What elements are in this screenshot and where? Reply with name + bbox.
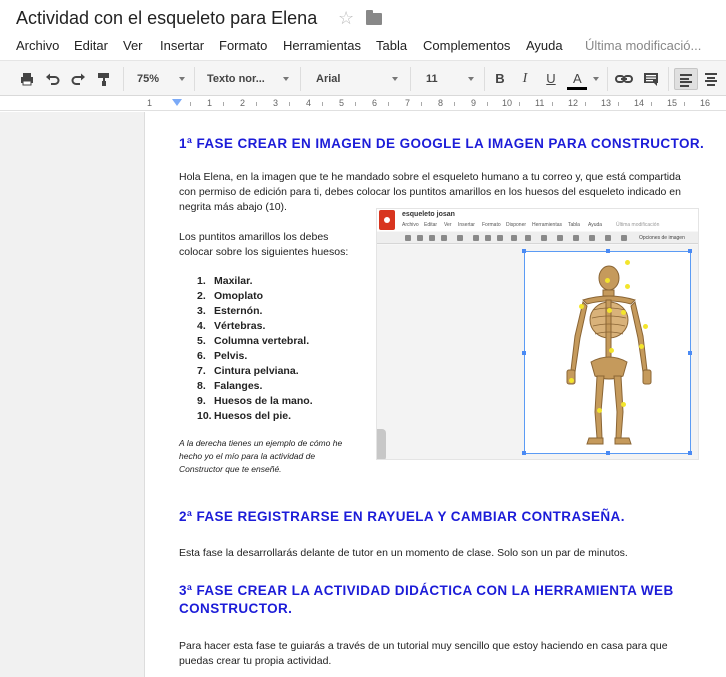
list-number: 2. xyxy=(197,290,206,302)
ruler-number: 9 xyxy=(471,98,477,108)
embedded-screenshot-image[interactable] xyxy=(376,208,699,460)
bones-list xyxy=(197,275,313,425)
heading-fase-2: 2ª FASE REGISTRARSE EN RAYUELA Y CAMBIAR CONTRASEÑA. xyxy=(179,509,625,524)
list-number: 10. xyxy=(197,410,212,422)
document-page[interactable] xyxy=(144,112,726,677)
ruler-number: 5 xyxy=(339,98,345,108)
list-number: 6. xyxy=(197,350,206,362)
ruler-number: 15 xyxy=(667,98,678,108)
menu-tabla[interactable]: Tabla xyxy=(376,38,408,53)
ruler-number: 11 xyxy=(535,98,545,108)
list-item xyxy=(197,275,313,290)
embedded-last-edit: Última modificación xyxy=(616,222,660,228)
embedded-tool-icon xyxy=(429,235,435,241)
paragraph-style-select[interactable] xyxy=(207,68,289,90)
indent-marker[interactable] xyxy=(172,99,182,106)
ruler-tick xyxy=(256,102,257,106)
embedded-tool-icon xyxy=(589,235,595,241)
menu-complementos[interactable]: Complementos xyxy=(423,38,511,53)
document-canvas[interactable] xyxy=(0,112,726,677)
ruler-number: 6 xyxy=(372,98,378,108)
marker-dot xyxy=(621,402,626,407)
embedded-tool-icon xyxy=(497,235,503,241)
list-item xyxy=(197,365,313,380)
list-item xyxy=(197,335,313,350)
underline-button[interactable]: U xyxy=(546,71,556,86)
list-text: Esternón. xyxy=(214,305,263,317)
undo-icon[interactable] xyxy=(42,68,64,90)
ruler-number: 12 xyxy=(568,98,579,108)
list-text: Huesos de la mano. xyxy=(214,395,313,407)
ruler-tick xyxy=(223,102,224,106)
chevron-down-icon xyxy=(179,77,185,81)
embedded-menu-item: Insertar xyxy=(458,222,475,228)
list-item xyxy=(197,395,313,410)
paragraph-line: puedas crear tu propia actividad. xyxy=(179,655,332,667)
list-number: 5. xyxy=(197,335,206,347)
comment-icon[interactable] xyxy=(640,68,662,90)
ruler-tick xyxy=(684,102,685,106)
marker-dot xyxy=(609,348,614,353)
marker-dot xyxy=(625,260,630,265)
embedded-menu-item: Formato xyxy=(482,222,501,228)
paragraph-style-value: Texto nor... xyxy=(207,73,265,85)
last-edit-link[interactable]: Última modificació... xyxy=(585,38,702,53)
menu-editar[interactable]: Editar xyxy=(74,38,108,53)
title-bar xyxy=(0,0,726,36)
list-text: Cintura pelviana. xyxy=(214,365,299,377)
ruler-tick xyxy=(519,102,520,106)
embedded-image-options: Opciones de imagen xyxy=(639,235,685,241)
list-item xyxy=(197,410,313,425)
embedded-menu-item: Ver xyxy=(444,222,452,228)
toolbar-divider xyxy=(410,67,411,91)
menu-insertar[interactable]: Insertar xyxy=(160,38,205,53)
embedded-menu-item: Archivo xyxy=(402,222,419,228)
embedded-tool-icon xyxy=(573,235,579,241)
list-item xyxy=(197,380,313,395)
paragraph-fase-3 xyxy=(179,639,668,669)
chevron-down-icon xyxy=(283,77,289,81)
heading-fase-3 xyxy=(179,582,674,618)
document-title[interactable]: Actividad con el esqueleto para Elena xyxy=(16,8,318,28)
embedded-tool-icon xyxy=(541,235,547,241)
ruler-tick xyxy=(618,102,619,106)
chevron-down-icon xyxy=(392,77,398,81)
toolbar xyxy=(0,60,726,96)
note-line: hecho yo el mío para la actividad de xyxy=(179,451,316,461)
menu-bar xyxy=(0,36,726,58)
marker-dot xyxy=(643,324,648,329)
embedded-tool-icon xyxy=(621,235,627,241)
marker-dot xyxy=(597,408,602,413)
paragraph-line: colocar sobre los siguientes huesos: xyxy=(179,246,349,258)
list-text: Vértebras. xyxy=(214,320,266,332)
paragraph-line: Los puntitos amarillos los debes xyxy=(179,231,329,243)
link-icon[interactable] xyxy=(613,68,635,90)
marker-dot xyxy=(625,284,630,289)
embedded-tool-icon xyxy=(473,235,479,241)
ruler-tick xyxy=(421,102,422,106)
font-size-value: 11 xyxy=(426,73,438,85)
embedded-menu-item: Ayuda xyxy=(588,222,603,228)
font-size-select[interactable] xyxy=(426,68,474,90)
align-center-icon[interactable] xyxy=(700,68,724,90)
menu-archivo[interactable]: Archivo xyxy=(16,38,60,53)
list-number: 1. xyxy=(197,275,206,287)
embedded-tool-icon xyxy=(525,235,531,241)
list-number: 9. xyxy=(197,395,206,407)
list-number: 7. xyxy=(197,365,206,377)
list-text: Pelvis. xyxy=(214,350,248,362)
heading-fase-1: 1ª FASE CREAR EN IMAGEN DE GOOGLE LA IMAGEN PARA CONSTRUCTOR. xyxy=(179,136,705,151)
redo-icon[interactable] xyxy=(67,68,89,90)
embedded-tool-icon xyxy=(405,235,411,241)
paint-format-icon[interactable] xyxy=(93,68,115,90)
skeleton-image-selection xyxy=(524,251,691,454)
toolbar-divider xyxy=(668,67,669,91)
toolbar-divider xyxy=(607,67,608,91)
ruler-number: 10 xyxy=(502,98,513,108)
list-text: Columna vertebral. xyxy=(214,335,310,347)
ruler-number: 13 xyxy=(601,98,612,108)
embedded-doc-title: esqueleto josan xyxy=(402,211,455,218)
ruler-tick xyxy=(322,102,323,106)
ruler-number: 2 xyxy=(240,98,246,108)
list-text: Maxilar. xyxy=(214,275,253,287)
embedded-menu-item: Disponer xyxy=(506,222,527,228)
embedded-menu-item: Herramientas xyxy=(532,222,563,228)
embedded-tool-icon xyxy=(485,235,491,241)
ruler-tick xyxy=(190,102,191,106)
embedded-toolbar xyxy=(377,232,699,244)
marker-dot xyxy=(621,310,626,315)
list-number: 4. xyxy=(197,320,206,332)
zoom-select[interactable] xyxy=(137,68,185,90)
ruler-number: 16 xyxy=(700,98,711,108)
font-family-value: Arial xyxy=(316,73,341,85)
embedded-tool-icon xyxy=(605,235,611,241)
drawings-logo-icon xyxy=(379,210,395,230)
embedded-tool-icon xyxy=(511,235,517,241)
menu-formato[interactable]: Formato xyxy=(219,38,268,53)
ruler-number: 7 xyxy=(405,98,411,108)
ruler-number: 8 xyxy=(438,98,444,108)
ruler[interactable] xyxy=(0,97,726,111)
heading-line: 3ª FASE CREAR LA ACTIVIDAD DIDÁCTICA CON LA HERRAMIENTA WEB xyxy=(179,583,674,598)
menu-ayuda[interactable]: Ayuda xyxy=(526,38,563,53)
print-icon[interactable] xyxy=(16,68,38,90)
ruler-number: 4 xyxy=(306,98,312,108)
paragraph-instructions xyxy=(179,230,348,260)
toolbar-divider xyxy=(194,67,195,91)
marker-dot xyxy=(639,344,644,349)
embedded-menu-item: Editar xyxy=(424,222,438,228)
list-number: 3. xyxy=(197,305,206,317)
list-item xyxy=(197,350,313,365)
zoom-value: 75% xyxy=(137,73,160,85)
ruler-tick xyxy=(585,102,586,106)
menu-ver[interactable]: Ver xyxy=(123,38,143,53)
note-line: A la derecha tienes un ejemplo de cómo he xyxy=(179,438,343,448)
text-color-button[interactable] xyxy=(566,68,599,90)
embedded-title-bar xyxy=(377,209,699,231)
embedded-scroll-widget xyxy=(377,429,386,460)
list-item xyxy=(197,305,313,320)
align-left-icon[interactable] xyxy=(674,68,698,90)
ruler-tick xyxy=(289,102,290,106)
ruler-tick xyxy=(454,102,455,106)
note-line: Constructor que te enseñé. xyxy=(179,464,282,474)
ruler-tick xyxy=(355,102,356,106)
marker-dot xyxy=(569,378,574,383)
marker-dot xyxy=(579,304,584,309)
embedded-tool-icon xyxy=(417,235,423,241)
paragraph-line: Para hacer esta fase te guiarás a través de un tutorial muy sencillo que estoy haciendo en casa para que xyxy=(179,640,668,652)
toolbar-divider xyxy=(484,67,485,91)
embedded-tool-icon xyxy=(557,235,563,241)
marker-dot xyxy=(605,278,610,283)
ruler-number: 3 xyxy=(273,98,279,108)
bold-button[interactable]: B xyxy=(495,71,505,86)
text-color-swatch xyxy=(567,87,587,90)
ruler-tick xyxy=(388,102,389,106)
paragraph-line: negrita más abajo (10). xyxy=(179,201,287,213)
chevron-down-icon xyxy=(593,77,599,81)
list-item xyxy=(197,290,313,305)
ruler-number: 14 xyxy=(634,98,645,108)
embedded-menu-item: Tabla xyxy=(568,222,580,228)
example-note xyxy=(179,437,369,476)
list-text: Huesos del pie. xyxy=(214,410,292,422)
paragraph-fase-2: Esta fase la desarrollarás delante de tutor en un momento de clase. Solo son un par de minutos. xyxy=(179,547,628,559)
font-family-select[interactable] xyxy=(316,68,398,90)
star-icon[interactable]: ☆ xyxy=(338,8,355,28)
list-number: 8. xyxy=(197,380,206,392)
italic-button[interactable]: I xyxy=(522,71,528,86)
ruler-tick xyxy=(487,102,488,106)
paragraph-line: con permiso de edición para ti, debes colocar los puntitos amarillos en los huesos del esqueleto indicado en xyxy=(179,186,681,198)
embedded-tool-icon xyxy=(441,235,447,241)
paragraph-line: Hola Elena, en la imagen que te he mandado sobre el esqueleto humano a tu correo y, que está compartida xyxy=(179,171,681,183)
chevron-down-icon xyxy=(468,77,474,81)
heading-line: CONSTRUCTOR. xyxy=(179,601,293,616)
marker-dot xyxy=(607,308,612,313)
menu-herramientas[interactable]: Herramientas xyxy=(283,38,362,53)
embedded-menu xyxy=(402,222,698,230)
toolbar-divider xyxy=(300,67,301,91)
list-item xyxy=(197,320,313,335)
ruler-tick xyxy=(552,102,553,106)
ruler-number: 1 xyxy=(147,98,153,108)
list-text: Omoplato xyxy=(214,290,263,302)
text-color-label: A xyxy=(573,71,582,86)
folder-icon[interactable] xyxy=(366,13,382,25)
ruler-number: 1 xyxy=(207,98,213,108)
embedded-tool-icon xyxy=(457,235,463,241)
toolbar-divider xyxy=(123,67,124,91)
list-text: Falanges. xyxy=(214,380,263,392)
ruler-tick xyxy=(651,102,652,106)
